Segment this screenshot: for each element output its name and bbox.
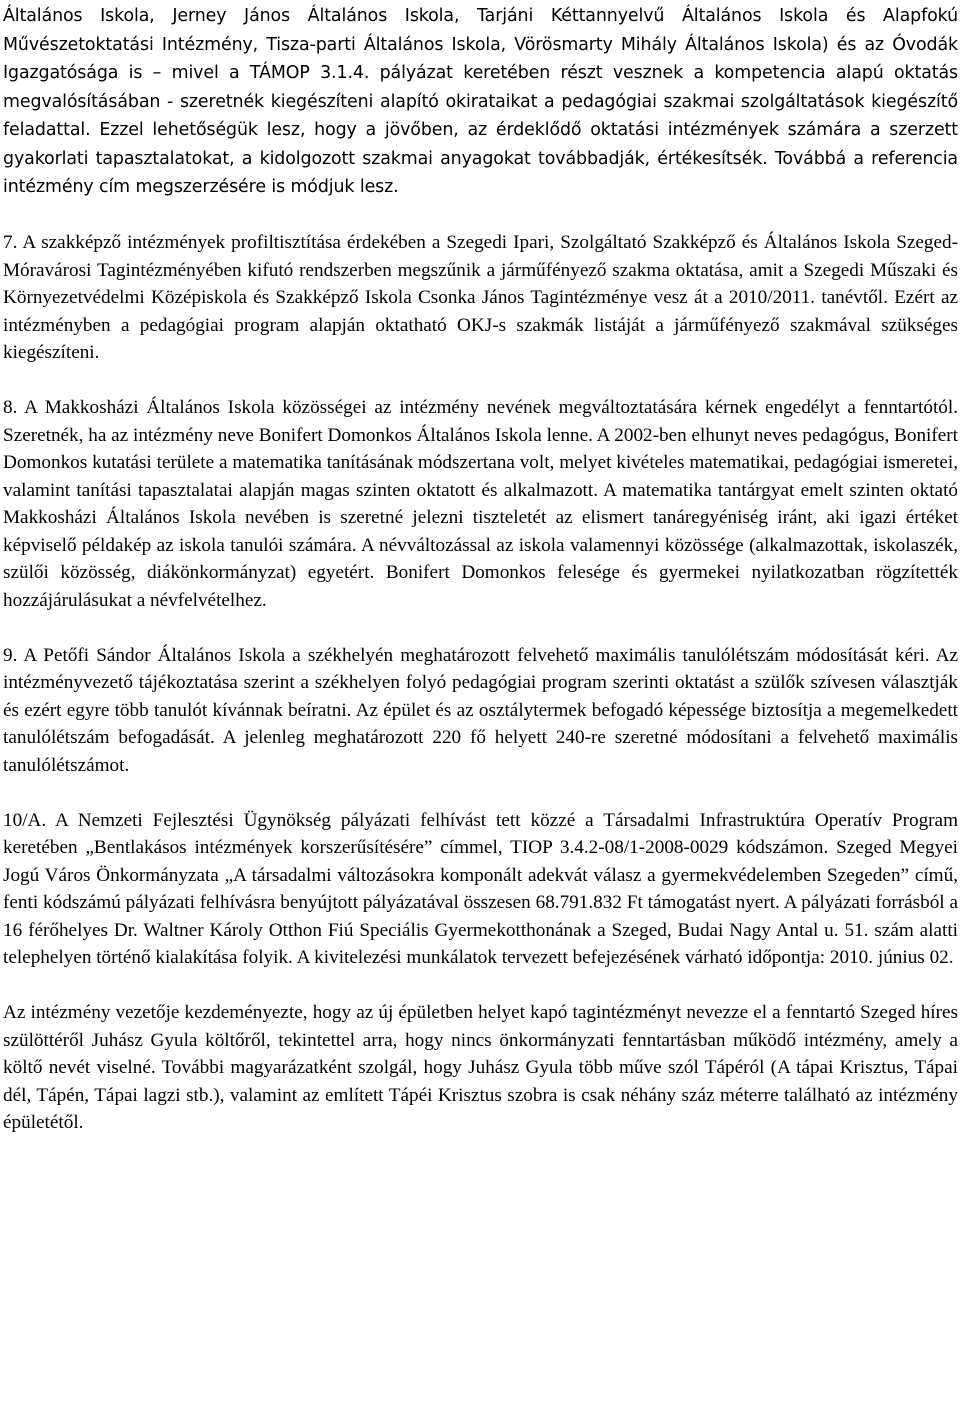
paragraph-spacer xyxy=(3,367,958,395)
paragraph-intro-continuation-text: Ezzel lehetőségük lesz, hogy a jövőben, az érdeklődő oktatási intézmények számára a szerzett gyakorlati tapasztalatokat, a kidolgozott szakmai anyagokat továbbadják, értékesítsék. Továbbá a referencia intézmény cím megszerzésére is módjuk lesz. xyxy=(3,120,958,197)
paragraph-intro xyxy=(3,2,958,202)
paragraph-juhasz-gyula: Az intézmény vezetője kezdeményezte, hogy az új épületben helyet kapó tagintézményt nevezze el a fenntartó Szeged híres szülöttéről Juhász Gyula költőről, tekintettel arra, hogy nincs önkormányzati fenntartásban működő intézmény, amely a költő nevét viselné. További magyarázatként szolgál, hogy Juhász Gyula több műve szól Tápéról (A tápai Krisztus, Tápai dél, Tápén, Tápai lagzi stb.), valamint az említett Tápéi Krisztus szobra is csak néhány száz méterre található az intézmény épületétől. xyxy=(3,1002,958,1133)
document-page xyxy=(3,2,958,1137)
paragraph-spacer xyxy=(3,972,958,1000)
paragraph-item-8: 8. A Makkosházi Általános Iskola közösségei az intézmény nevének megváltoztatására kérnek engedélyt a fenntartótól. Szeretnék, ha az intézmény neve Bonifert Domonkos Általános Iskola lenne. A 2002-ben elhunyt neves pedagógus, Bonifert Domonkos kutatási területe a matematika tanításának módszertana volt, melyet kivételes matematikai, pedagógiai ismeretei, valamint tanítási tapasztalatai alapján magas szinten oktatott és alkalmazott. A matematika tantárgyat emelt szinten oktató Makkosházi Általános Iskola nevében is szeretné jelezni tiszteletét az elismert tanáregyéniség iránt, aki igazi értéket képviselő példakép az iskola tanulói számára. A névváltozással az iskola valamennyi közössége (alkalmazottak, iskolaszék, szülői közösség, diákönkormányzat) egyetért. Bonifert Domonkos felesége és gyermekei nyilatkozatban rögzítették hozzájárulásukat a névfelvételhez. xyxy=(3,397,958,611)
paragraph-item-10a: 10/A. A Nemzeti Fejlesztési Ügynökség pályázati felhívást tett közzé a Társadalmi Infrastruktúra Operatív Program keretében „Bentlakásos intézmények korszerűsítésére” címmel, TIOP 3.4.2-08/1-2008-0029 kódszámon. Szeged Megyei Jogú Város Önkormányzata „A társadalmi változásokra komponált adekvát válasz a gyermekvédelemben Szegeden” című, fenti kódszámú pályázati felhívásra benyújtott pályázatával összesen 68.791.832 Ft támogatást nyert. A pályázati forrásból a 16 férőhelyes Dr. Waltner Károly Otthon Fiú Speciális Gyermekotthonának a Szeged, Budai Nagy Antal u. 51. szám alatti telephelyen történő kialakítása folyik. A kivitelezési munkálatok tervezett befejezésének várható időpontja: 2010. június 02. xyxy=(3,809,958,968)
paragraph-intro-sans-text: Általános Iskola, Jerney János Általános Iskola, Tarjáni Kéttannyelvű Általános Iskola és Alapfokú Művészetoktatási Intézmény, Tisza-parti Általános Iskola, Vörösmarty Mihály Általános Iskola) és az Óvodák Igazgatósága is – mivel a TÁMOP 3.1.4. pályázat keretében részt vesznek a kompetencia alapú oktatás megvalósításában - szeretnék kiegészíteni alapító okirataikat a pedagógiai szakmai szolgáltatások kiegészítő feladattal. xyxy=(3,6,958,140)
paragraph-item-7: 7. A szakképző intézmények profiltisztítása érdekében a Szegedi Ipari, Szolgáltató Szakképző és Általános Iskola Szeged-Móravárosi Tagintézményében kifutó rendszerben megszűnik a járműfényező szakma oktatása, amit a Szegedi Műszaki és Környezetvédelmi Középiskola és Szakképző Iskola Csonka János Tagintézménye vesz át a 2010/2011. tanévtől. Ezért az intézményben a pedagógiai program alapján oktatható OKJ-s szakmák listáját a járműfényező szakmával szükséges kiegészíteni. xyxy=(3,232,958,363)
paragraph-spacer xyxy=(3,779,958,807)
paragraph-spacer xyxy=(3,614,958,642)
paragraph-item-9: 9. A Petőfi Sándor Általános Iskola a székhelyén meghatározott felvehető maximális tanulólétszám módosítását kéri. Az intézményvezető tájékoztatása szerint a székhelyen folyó pedagógiai program szerinti oktatást a szülők szívesen választják és ezért egyre több tanulót kívánnak beíratni. Az épület és az osztálytermek befogadó képessége biztosítja a megemelkedett tanulólétszám befogadását. A jelenleg meghatározott 220 fő helyett 240-re szeretné módosítani a felvehető maximális tanulólétszámot. xyxy=(3,644,958,776)
paragraph-spacer xyxy=(3,202,958,230)
